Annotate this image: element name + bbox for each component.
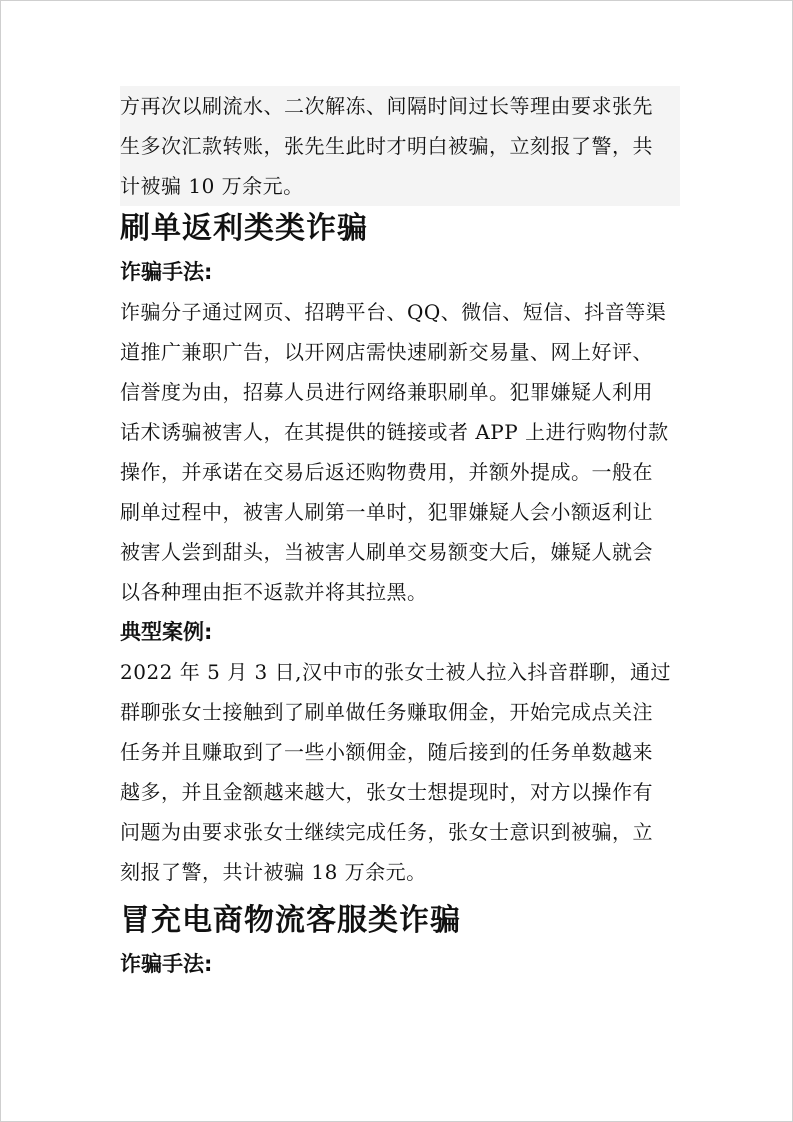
- paragraph-line: 诈骗分子通过网页、招聘平台、QQ、微信、短信、抖音等渠: [120, 300, 667, 324]
- paragraph-line: 群聊张女士接触到了刷单做任务赚取佣金，开始完成点关注: [120, 700, 653, 724]
- paragraph-line: 道推广兼职广告，以开网店需快速刷新交易量、网上好评、: [120, 340, 653, 364]
- section-title-brushing: 刷单返利类类诈骗: [120, 211, 368, 246]
- paragraph-line: 越多，并且金额越来越大，张女士想提现时，对方以操作有: [120, 780, 653, 804]
- paragraph-line: 被害人尝到甜头，当被害人刷单交易额变大后，嫌疑人就会: [120, 540, 653, 564]
- paragraph-line: 2022 年 5 月 3 日,汉中市的张女士被人拉入抖音群聊，通过: [120, 660, 671, 684]
- case-label: 典型案例:: [120, 620, 213, 644]
- paragraph-line: 刷单过程中，被害人刷第一单时，犯罪嫌疑人会小额返利让: [120, 500, 653, 524]
- method-label: 诈骗手法:: [120, 952, 213, 976]
- method-label: 诈骗手法:: [120, 260, 213, 284]
- document-body: [120, 86, 680, 984]
- paragraph-line: 话术诱骗被害人，在其提供的链接或者 APP 上进行购物付款: [120, 420, 669, 444]
- paragraph-line: 生多次汇款转账，张先生此时才明白被骗，立刻报了警，共: [120, 134, 653, 158]
- paragraph-line: 计被骗 10 万余元。: [120, 174, 304, 198]
- method-paragraph: [120, 292, 680, 612]
- paragraph-line: 方再次以刷流水、二次解冻、间隔时间过长等理由要求张先: [120, 94, 653, 118]
- paragraph-line: 信誉度为由，招募人员进行网络兼职刷单。犯罪嫌疑人利用: [120, 380, 653, 404]
- section-title-ecommerce: 冒充电商物流客服类诈骗: [120, 903, 461, 938]
- case-paragraph: [120, 652, 680, 892]
- paragraph-line: 刻报了警，共计被骗 18 万余元。: [120, 860, 427, 884]
- paragraph-line: 以各种理由拒不返款并将其拉黑。: [120, 580, 428, 604]
- paragraph-line: 问题为由要求张女士继续完成任务，张女士意识到被骗，立: [120, 820, 653, 844]
- paragraph-line: 操作，并承诺在交易后返还购物费用，并额外提成。一般在: [120, 460, 653, 484]
- paragraph-line: 任务并且赚取到了一些小额佣金，随后接到的任务单数越来: [120, 740, 653, 764]
- continued-paragraph: [120, 86, 680, 206]
